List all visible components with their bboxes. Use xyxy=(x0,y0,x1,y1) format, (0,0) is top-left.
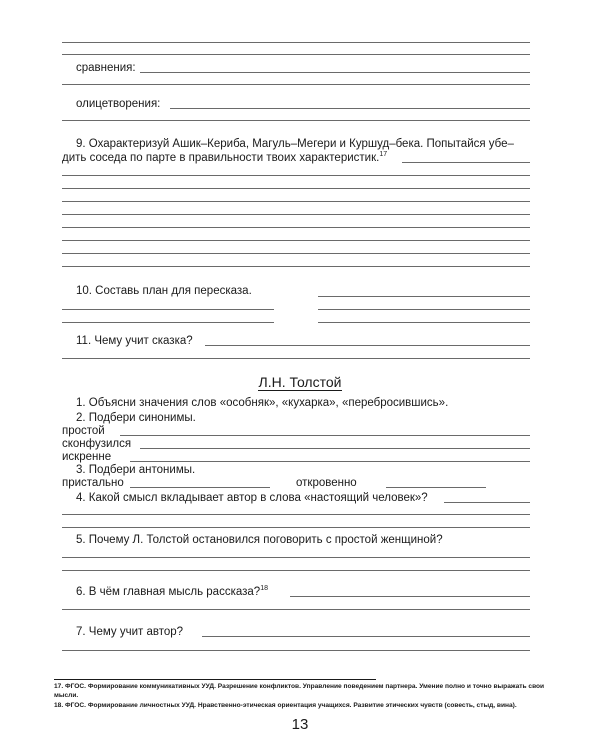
answer-line[interactable] xyxy=(62,309,274,310)
answer-line[interactable] xyxy=(62,650,530,651)
answer-line[interactable] xyxy=(62,188,530,189)
question-6-text: 6. В чём главная мысль рассказа? xyxy=(76,586,261,598)
answer-line[interactable] xyxy=(62,214,530,215)
answer-line[interactable] xyxy=(62,322,274,323)
question-9-text: дить соседа по парте в правильности твоих характеристик. xyxy=(62,152,380,164)
answer-line[interactable] xyxy=(318,296,530,297)
question-9-line-2 xyxy=(62,151,387,165)
section-title: Л.Н. Толстой xyxy=(258,374,342,390)
answer-line[interactable] xyxy=(62,227,530,228)
footnote-ref-17: 17 xyxy=(379,151,388,158)
answer-line[interactable] xyxy=(62,527,530,528)
answer-line[interactable] xyxy=(444,502,530,503)
answer-line[interactable] xyxy=(205,345,530,346)
answer-line[interactable] xyxy=(402,162,530,163)
answer-line[interactable] xyxy=(62,358,530,359)
tolstoy-question-7: 7. Чему учит автор? xyxy=(76,626,184,638)
answer-line[interactable] xyxy=(318,322,530,323)
synonym-word: искренне xyxy=(62,451,112,463)
answer-line[interactable] xyxy=(170,108,530,109)
footnote-divider xyxy=(54,679,376,680)
footnote-ref-18: 18 xyxy=(260,585,268,592)
tolstoy-question-4: 4. Какой смысл вкладывает автор в слова «настоящий человек»? xyxy=(76,492,428,504)
answer-line[interactable] xyxy=(62,266,530,267)
answer-line[interactable] xyxy=(290,596,530,597)
tolstoy-question-5: 5. Почему Л. Толстой остановился поговорить с простой женщиной? xyxy=(76,534,443,546)
answer-line[interactable] xyxy=(62,120,530,121)
comparisons-label: сравнения: xyxy=(76,62,136,74)
answer-line[interactable] xyxy=(62,54,530,55)
answer-line[interactable] xyxy=(62,42,530,43)
answer-line[interactable] xyxy=(62,253,530,254)
question-11: 11. Чему учит сказка? xyxy=(76,335,193,347)
answer-line[interactable] xyxy=(62,240,530,241)
footnote-18: 18. ФГОС. Формирование личностных УУД. Нравственно-этическая ориентация учащихся. Развитие этических чувств (совесть, стыд, вина). xyxy=(54,702,517,709)
answer-line[interactable] xyxy=(62,557,530,558)
question-9-line-1: 9. Охарактеризуй Ашик–Кериба, Магуль–Мегери и Куршуд–бека. Попытайся убе– xyxy=(76,138,514,150)
answer-line[interactable] xyxy=(202,636,530,637)
synonym-word: простой xyxy=(62,425,105,437)
answer-line[interactable] xyxy=(386,487,486,488)
tolstoy-question-6 xyxy=(76,585,268,599)
answer-line[interactable] xyxy=(120,435,530,436)
answer-line[interactable] xyxy=(140,448,530,449)
answer-line[interactable] xyxy=(62,609,530,610)
personification-label: олицетворения: xyxy=(76,98,161,110)
synonym-word: сконфузился xyxy=(62,438,132,450)
answer-line[interactable] xyxy=(62,570,530,571)
answer-line[interactable] xyxy=(130,487,270,488)
answer-line[interactable] xyxy=(130,461,530,462)
answer-line[interactable] xyxy=(140,72,530,73)
answer-line[interactable] xyxy=(62,84,530,85)
answer-line[interactable] xyxy=(62,514,530,515)
page-number: 13 xyxy=(291,716,309,733)
antonym-word: пристально xyxy=(62,477,124,489)
answer-line[interactable] xyxy=(318,309,530,310)
tolstoy-question-2: 2. Подбери синонимы. xyxy=(76,412,196,424)
footnote-17: 17. ФГОС. Формирование коммуникативных УУД. Разрешение конфликтов. Управление поведением партнера. Умение полно и точно выражать свои мысли. xyxy=(54,683,545,699)
antonym-word: откровенно xyxy=(296,477,357,489)
question-10: 10. Составь план для пересказа. xyxy=(76,285,252,297)
answer-line[interactable] xyxy=(62,201,530,202)
tolstoy-question-3: 3. Подбери антонимы. xyxy=(76,464,196,476)
answer-line[interactable] xyxy=(62,175,530,176)
tolstoy-question-1: 1. Объясни значения слов «особняк», «кухарка», «перебросившись». xyxy=(76,397,449,409)
